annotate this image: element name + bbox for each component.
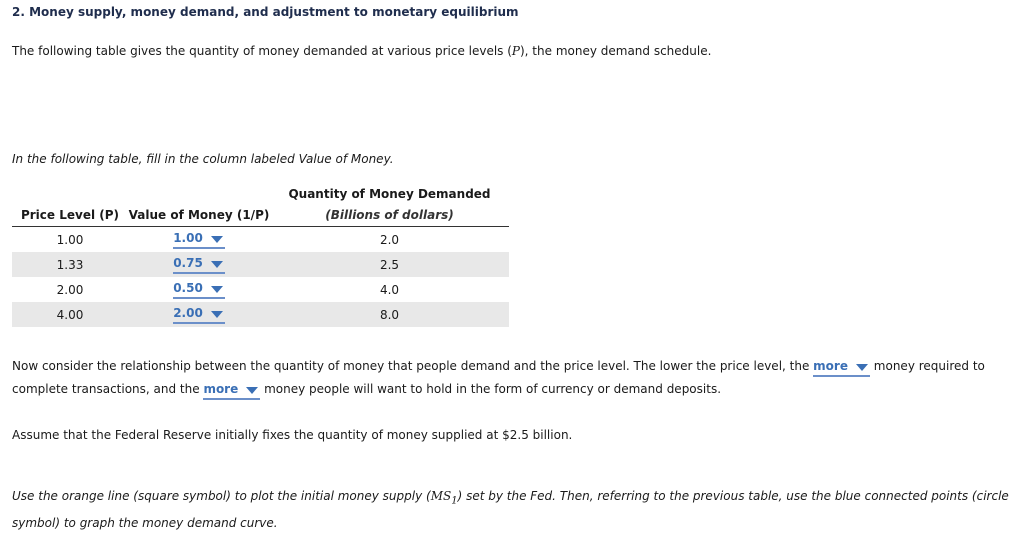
value-cell — [128, 277, 270, 302]
table-instruction: In the following table, fill in the column labeled Value of Money. — [12, 152, 394, 166]
caret-down-icon — [211, 236, 223, 243]
value-dropdown[interactable] — [173, 256, 225, 274]
graph-instruction-text-2: ) set by the Fed. Then, referring to the previous table, use the blue connected points (circle symbol) to graph the money demand curve. — [12, 489, 1009, 531]
intro-text-after: ), the money demand schedule. — [520, 44, 712, 58]
value-dropdown-label: 2.00 — [173, 305, 203, 320]
value-dropdown-label: 1.00 — [173, 230, 203, 245]
ms-subscript: 1 — [451, 495, 458, 507]
more-less-dropdown-1[interactable] — [813, 359, 870, 377]
relationship-paragraph — [12, 355, 1012, 401]
value-cell — [128, 252, 270, 277]
value-dropdown[interactable] — [173, 231, 225, 249]
more-less-dropdown-2[interactable] — [203, 382, 260, 400]
value-cell — [128, 227, 270, 253]
ms-symbol — [430, 489, 458, 507]
value-dropdown[interactable] — [173, 281, 225, 299]
header-quantity-title: Quantity of Money Demanded — [288, 187, 491, 201]
value-dropdown-label: 0.75 — [173, 255, 203, 270]
relationship-text-2: money required to complete transactions, and the — [12, 359, 985, 396]
relationship-text-3: money people will want to hold in the form of currency or demand deposits. — [260, 382, 722, 396]
caret-down-icon — [211, 286, 223, 293]
price-cell: 1.00 — [56, 232, 84, 247]
caret-down-icon — [856, 364, 868, 371]
price-symbol: P — [511, 44, 520, 58]
relationship-text-1: Now consider the relationship between the quantity of money that people demand and the price level. The lower the price level, the — [12, 359, 814, 373]
caret-down-icon — [211, 261, 223, 268]
header-price-level: Price Level (P) — [12, 204, 128, 227]
dropdown-2-label: more — [203, 382, 239, 396]
graph-instruction — [12, 485, 1012, 535]
table-row — [12, 302, 509, 327]
quantity-cell: 4.0 — [379, 282, 400, 297]
intro-text-before: The following table gives the quantity of money demanded at various price levels ( — [12, 44, 512, 58]
price-cell: 4.00 — [12, 302, 128, 327]
table-row — [12, 277, 509, 302]
quantity-cell: 8.0 — [270, 302, 509, 327]
table-row — [12, 252, 509, 277]
quantity-cell: 2.5 — [270, 252, 509, 277]
header-value-of-money: Value of Money (1/P) — [128, 204, 270, 227]
quantity-cell: 2.0 — [379, 232, 400, 247]
money-demand-table — [12, 184, 509, 327]
caret-down-icon — [246, 387, 258, 394]
table-row — [12, 227, 509, 253]
ms-symbol-letters: MS — [430, 489, 452, 503]
assumption-text: Assume that the Federal Reserve initially fixes the quantity of money supplied at $2.5 billion. — [12, 428, 573, 442]
header-spacer-2 — [128, 184, 270, 204]
header-spacer-1 — [12, 184, 128, 204]
intro-paragraph — [12, 44, 711, 58]
graph-instruction-text-1: Use the orange line (square symbol) to plot the initial money supply ( — [12, 489, 431, 503]
price-cell: 2.00 — [56, 282, 84, 297]
header-quantity-units: (Billions of dollars) — [270, 204, 509, 227]
value-dropdown-label: 0.50 — [173, 280, 203, 295]
price-cell: 1.33 — [12, 252, 128, 277]
value-cell — [128, 302, 270, 327]
value-dropdown[interactable] — [173, 306, 225, 324]
dropdown-1-label: more — [813, 359, 848, 373]
caret-down-icon — [211, 311, 223, 318]
question-heading: 2. Money supply, money demand, and adjustment to monetary equilibrium — [12, 5, 519, 19]
